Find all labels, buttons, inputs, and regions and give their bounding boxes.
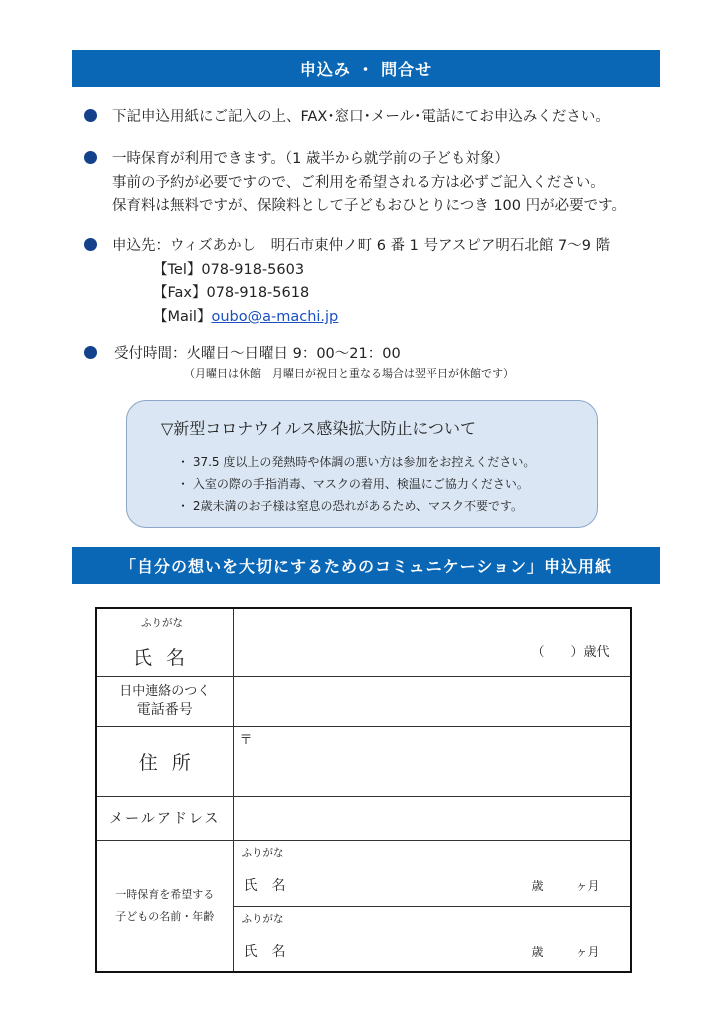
name-label-cell — [96, 608, 233, 676]
address-label: 住所 — [138, 751, 205, 774]
name-label: 氏名 — [133, 647, 200, 669]
bullet-icon — [84, 346, 97, 359]
child-1-furigana: ふりがな — [241, 846, 284, 859]
child-row-2[interactable] — [233, 906, 631, 972]
childcare-line-3: 保育料は無料ですが、保険料として子どもおひとりにつき 100 円が必要です。 — [112, 198, 626, 214]
bullet-icon — [84, 109, 97, 122]
covid-notice-item: ・ 2歳未満のお子様は窒息の恐れがあるため、マスク不要です。 — [177, 499, 524, 513]
child-row-1[interactable] — [233, 840, 631, 906]
covid-notice-title: ▽新型コロナウイルス感染拡大防止について — [161, 419, 477, 438]
contact-banner-title: 申込み ・ 問合せ — [299, 60, 433, 79]
bullet-icon — [84, 151, 97, 164]
child-label-line-1: 一時保育を希望する — [115, 887, 215, 901]
child-2-years-label: 歳 — [531, 944, 544, 959]
mail-line — [153, 305, 338, 326]
childcare-line-2: 事前の予約が必要ですので、ご利用を希望される方は必ずご記入ください。 — [112, 175, 605, 191]
phone-label-cell — [96, 676, 233, 726]
hours-line: 受付時間：火曜日～日曜日 9：00～21：00 — [114, 346, 401, 362]
form-banner — [72, 547, 660, 584]
bullet-icon — [84, 238, 97, 251]
covid-notice-item: ・ 入室の際の手指消毒、マスクの着用、検温にご協力ください。 — [177, 477, 529, 491]
hours-note: （月曜日は休館 月曜日が祝日と重なる場合は翌平日が休館です） — [184, 367, 514, 380]
phone-input-cell[interactable] — [233, 676, 631, 726]
name-input-cell[interactable] — [233, 608, 631, 676]
address-line: 申込先：ウィズあかし 明石市東仲ノ町 6 番 1 号アスピア明石北館 7～9 階 — [112, 238, 611, 254]
child-1-years-label: 歳 — [531, 878, 544, 893]
tel-line: 【Tel】078-918-5603 — [153, 262, 305, 278]
child-2-months-label: ヶ月 — [575, 944, 600, 959]
apply-instruction: 下記申込用紙にご記入の上、FAX･窓口･メール･電話にてお申込みください。 — [112, 109, 610, 125]
fax-line: 【Fax】078-918-5618 — [153, 285, 310, 301]
contact-banner — [72, 50, 660, 87]
name-furigana-label: ふりがな — [141, 617, 183, 629]
form-banner-title: 「自分の想いを大切にするためのコミュニケーション」申込用紙 — [119, 557, 613, 576]
child-label-line-2: 子どもの名前・年齢 — [115, 909, 215, 923]
address-label-cell — [96, 726, 233, 796]
postal-mark: 〒 — [239, 732, 253, 748]
child-1-name-label: 氏 名 — [243, 877, 286, 894]
phone-label-line-2: 電話番号 — [136, 702, 193, 718]
application-form — [95, 607, 632, 973]
covid-notice-box — [126, 400, 598, 528]
childcare-line-1: 一時保育が利用できます。（1 歳半から就学前の子ども対象） — [112, 151, 509, 167]
mail-label: 【Mail】 — [153, 309, 212, 325]
address-input-cell[interactable] — [233, 726, 631, 796]
child-2-furigana: ふりがな — [241, 912, 284, 925]
child-label-cell — [96, 840, 233, 972]
mail-link[interactable]: oubo@a-machi.jp — [211, 309, 339, 325]
email-label: メールアドレス — [109, 811, 221, 827]
age-range-label: （ ）歳代 — [531, 645, 610, 660]
covid-notice-item: ・ 37.5 度以上の発熱時や体調の悪い方は参加をお控えください。 — [177, 455, 536, 469]
child-1-months-label: ヶ月 — [575, 878, 600, 893]
email-input-cell[interactable] — [233, 796, 631, 840]
email-label-cell — [96, 796, 233, 840]
phone-label-line-1: 日中連絡のつく — [119, 684, 211, 699]
child-2-name-label: 氏 名 — [243, 943, 286, 960]
